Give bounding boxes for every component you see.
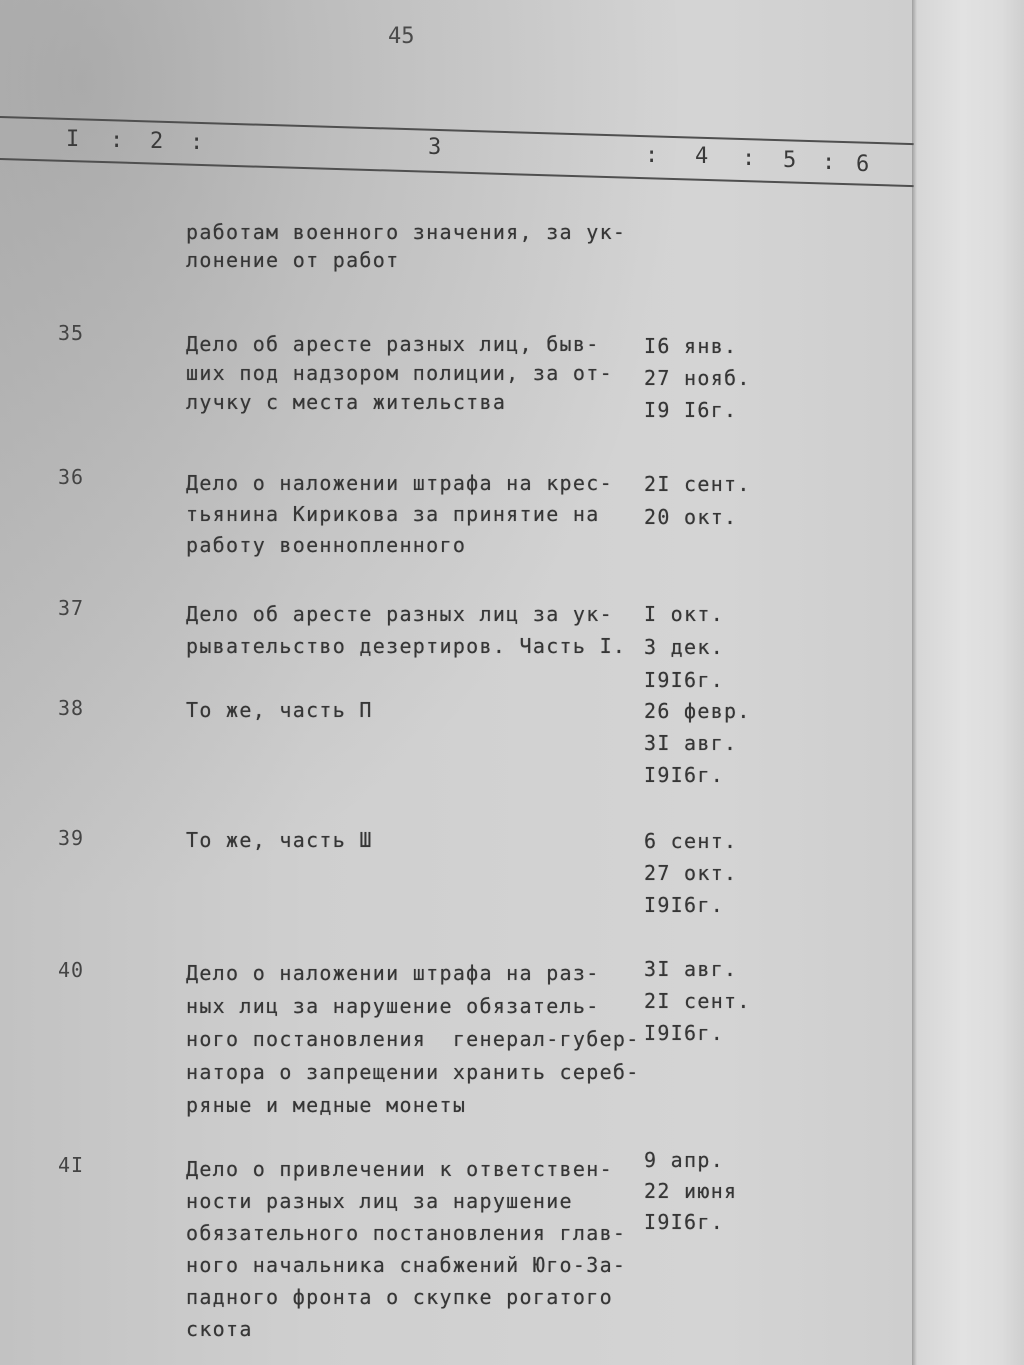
entry-36 [0, 465, 912, 557]
description-line: лучку с места жительства [186, 390, 507, 414]
entry-description [186, 330, 613, 417]
entry-description [186, 957, 640, 1122]
description-line: Дело о привлечении к ответствен- [186, 1157, 613, 1181]
date-line: 22 июня [644, 1179, 738, 1203]
column-separator: : [822, 150, 836, 175]
entry-description [186, 1153, 626, 1345]
entry-number: 39 [58, 826, 85, 850]
date-line: 2I сент. [644, 472, 751, 496]
column-header-1: I [66, 127, 80, 152]
entry-number: 36 [58, 465, 85, 489]
date-line: I6 янв. [644, 334, 738, 358]
description-line: ряные и медные монеты [186, 1093, 467, 1117]
date-line: 3I авг. [644, 731, 738, 755]
date-line: I9I6г. [644, 668, 725, 692]
description-line: падного фронта о скупке рогатого [186, 1285, 613, 1309]
date-line: 3I авг. [644, 957, 738, 981]
entry-41 [0, 1148, 912, 1341]
description-line: ного начальника снабжений Юго-За- [186, 1253, 627, 1277]
entry-description [186, 825, 373, 856]
header-rule-bottom [0, 158, 914, 187]
entry-38 [0, 695, 912, 787]
entry-dates [644, 695, 751, 791]
entry-dates [644, 1145, 737, 1238]
entry-dates [644, 598, 724, 697]
date-line: 27 окт. [644, 861, 738, 885]
column-header-6: 6 [856, 152, 870, 177]
date-line: I окт. [644, 602, 725, 626]
entry-description [186, 695, 373, 726]
description-line: рывательство дезертиров. Часть I. [186, 634, 627, 658]
entry-35 [0, 321, 912, 422]
description-line: ших под надзором полиции, за от- [186, 361, 613, 385]
entry-number: 35 [58, 321, 85, 345]
entry-number: 40 [58, 958, 85, 982]
description-line: обязательного постановления глав- [186, 1221, 627, 1245]
entry-40 [0, 957, 912, 1117]
column-header-5: 5 [783, 148, 797, 173]
entry-number: 4I [58, 1153, 85, 1177]
entry-number: 37 [58, 596, 85, 620]
entry-description [186, 468, 613, 561]
adjacent-sheet-edge [912, 0, 1024, 1365]
entry-dates [644, 953, 751, 1049]
date-line: I9I6г. [644, 1210, 725, 1234]
description-line: Дело об аресте разных лиц, быв- [186, 332, 600, 356]
date-line: I9I6г. [644, 893, 725, 917]
entry-number: 38 [58, 696, 85, 720]
description-line: скота [186, 1317, 253, 1341]
date-line: I9I6г. [644, 763, 725, 787]
column-separator: : [190, 130, 204, 155]
date-line: 3 дек. [644, 635, 725, 659]
description-line: ности разных лиц за нарушение [186, 1189, 573, 1213]
entry-dates [644, 468, 751, 534]
date-line: 20 окт. [644, 505, 738, 529]
column-separator: : [645, 143, 659, 168]
date-line: I9 I6г. [644, 398, 738, 422]
date-line: 2I сент. [644, 989, 751, 1013]
description-line: ных лиц за нарушение обязатель- [186, 994, 600, 1018]
date-line: I9I6г. [644, 1021, 725, 1045]
description-line: Дело о наложении штрафа на крес- [186, 471, 613, 495]
description-line: Дело о наложении штрафа на раз- [186, 961, 600, 985]
description-line: То же, часть П [186, 698, 373, 722]
description-line: работам военного значения, за ук- [186, 220, 627, 244]
description-line: Дело об аресте разных лиц за ук- [186, 602, 613, 626]
description-line: То же, часть Ш [186, 828, 373, 852]
column-header-2: 2 [150, 129, 164, 154]
continuation-entry [0, 218, 912, 272]
column-separator: : [110, 128, 124, 153]
column-header-4: 4 [695, 144, 709, 169]
column-header-3: 3 [428, 135, 442, 160]
date-line: 27 нояб. [644, 366, 751, 390]
date-line: 6 сент. [644, 829, 738, 853]
description-line: работу военнопленного [186, 533, 467, 557]
description-line: ного постановления генерал-губер- [186, 1027, 640, 1051]
date-line: 26 февр. [644, 699, 751, 723]
page-number: 45 [388, 24, 415, 49]
entry-dates [644, 825, 737, 921]
entry-dates [644, 330, 751, 426]
date-line: 9 апр. [644, 1148, 725, 1172]
entry-description [186, 598, 626, 662]
entry-37 [0, 596, 912, 692]
description-line: натора о запрещении хранить сереб- [186, 1060, 640, 1084]
description-line: лонение от работ [186, 248, 400, 272]
description-line: тьянина Кирикова за принятие на [186, 502, 600, 526]
entry-description [186, 218, 626, 274]
entry-39 [0, 825, 912, 917]
header-rule-top [0, 116, 914, 145]
column-separator: : [742, 146, 756, 171]
